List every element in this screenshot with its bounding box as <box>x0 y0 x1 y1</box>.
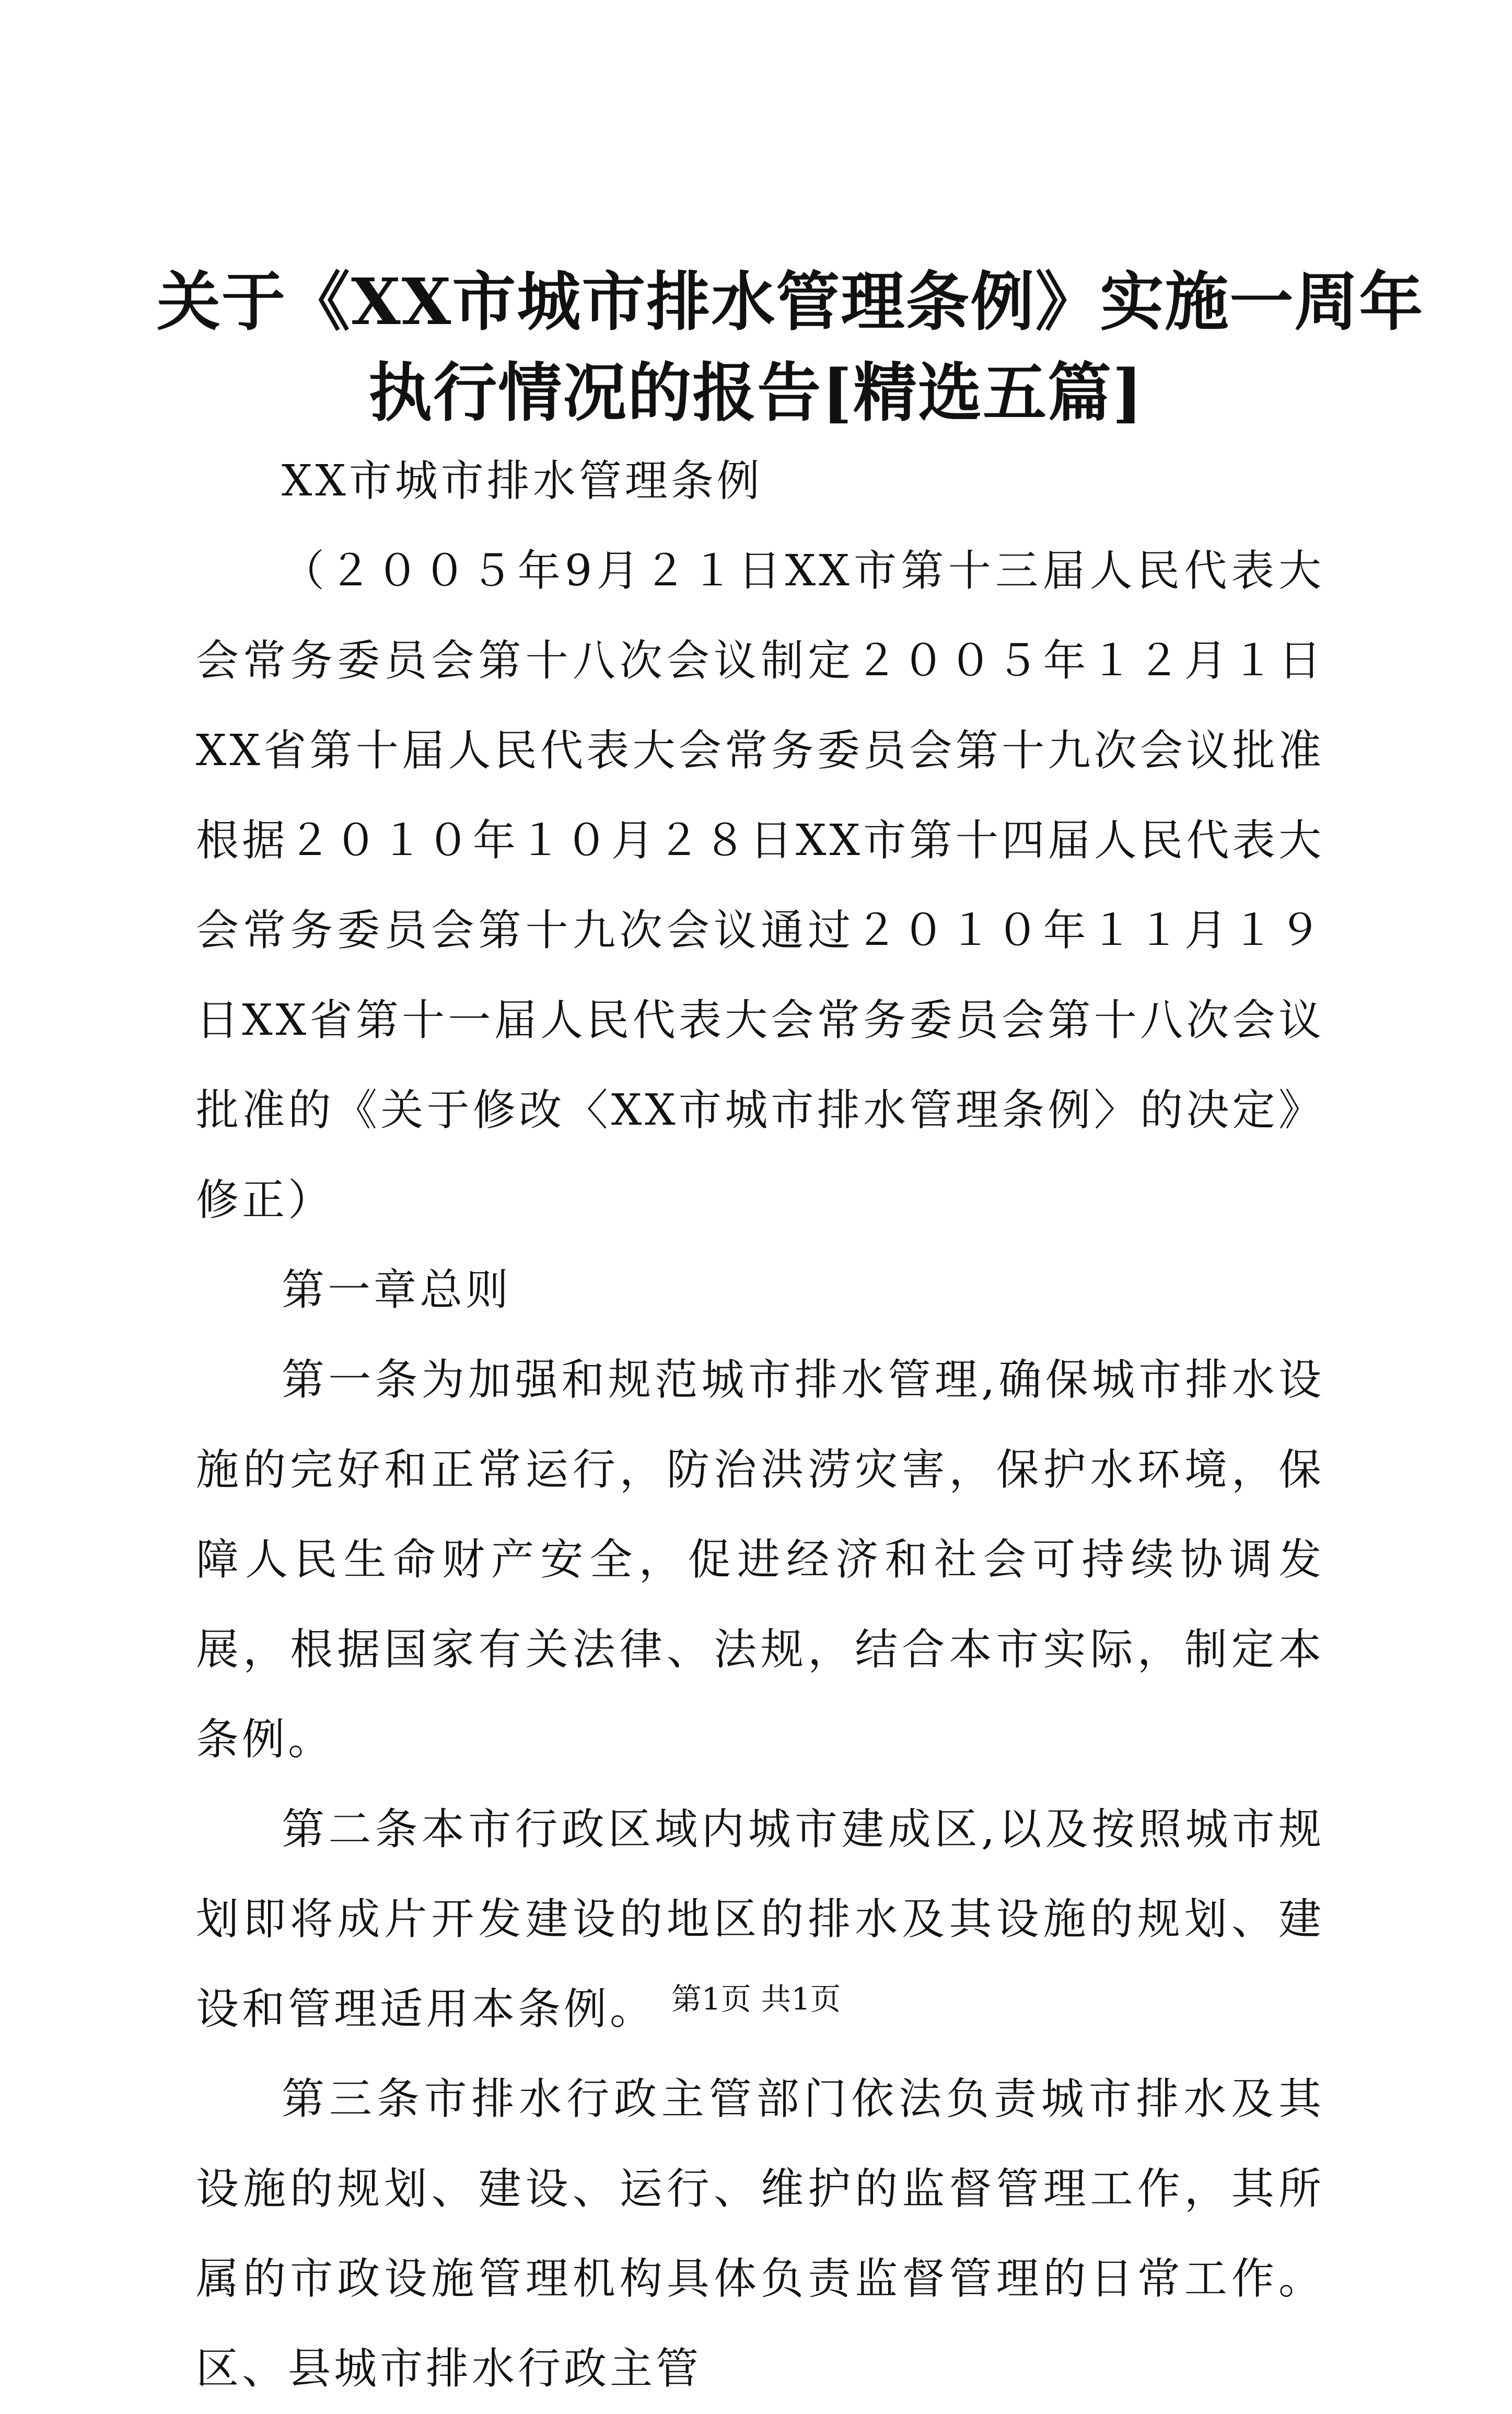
chapter-heading: 第一章总则 <box>282 1265 512 1315</box>
regulation-name: XX市城市排水管理条例 <box>282 456 763 506</box>
page-footer: 第1页 共1页 <box>671 1981 841 2017</box>
document-body <box>196 436 1324 2414</box>
article-3: 第三条市排水行政主管部门依法负责城市排水及其设施的规划、建设、运行、维护的监督管理工作，其所属的市政设施管理机构具体负责监督管理的日常工作。区、县城市排水行政主管 <box>196 2074 1324 2394</box>
enactment-note: （２００５年9月２１日XX市第十三届人民代表大会常务委员会第十八次会议制定２００５年１２月１日XX省第十届人民代表大会常务委员会第十九次会议批准根据２０１０年１０月２８日XX市第十四届人民代表大会常务委员会第十九次会议通过２０１０年１１月１９日XX省第十一届人民代表大会常务委员会第十八次会议批准的《关于修改〈XX市城市排水管理条例〉的决定》修正） <box>196 546 1324 1225</box>
title-line-2: 执行情况的报告[精选五篇] <box>368 355 1144 430</box>
title-line-1: 关于《XX市城市排水管理条例》实施一周年 <box>157 264 1424 339</box>
article-2: 第二条本市行政区域内城市建成区,以及按照城市规划即将成片开发建设的地区的排水及其设施的规划、建设和管理适用本条例。 <box>196 1805 1324 2034</box>
article-1: 第一条为加强和规范城市排水管理,确保城市排水设施的完好和正常运行，防治洪涝灾害，保护水环境，保障人民生命财产安全，促进经济和社会可持续协调发展，根据国家有关法律、法规，结合本市实际，制定本条例。 <box>196 1355 1324 1764</box>
document-title <box>157 256 1424 438</box>
